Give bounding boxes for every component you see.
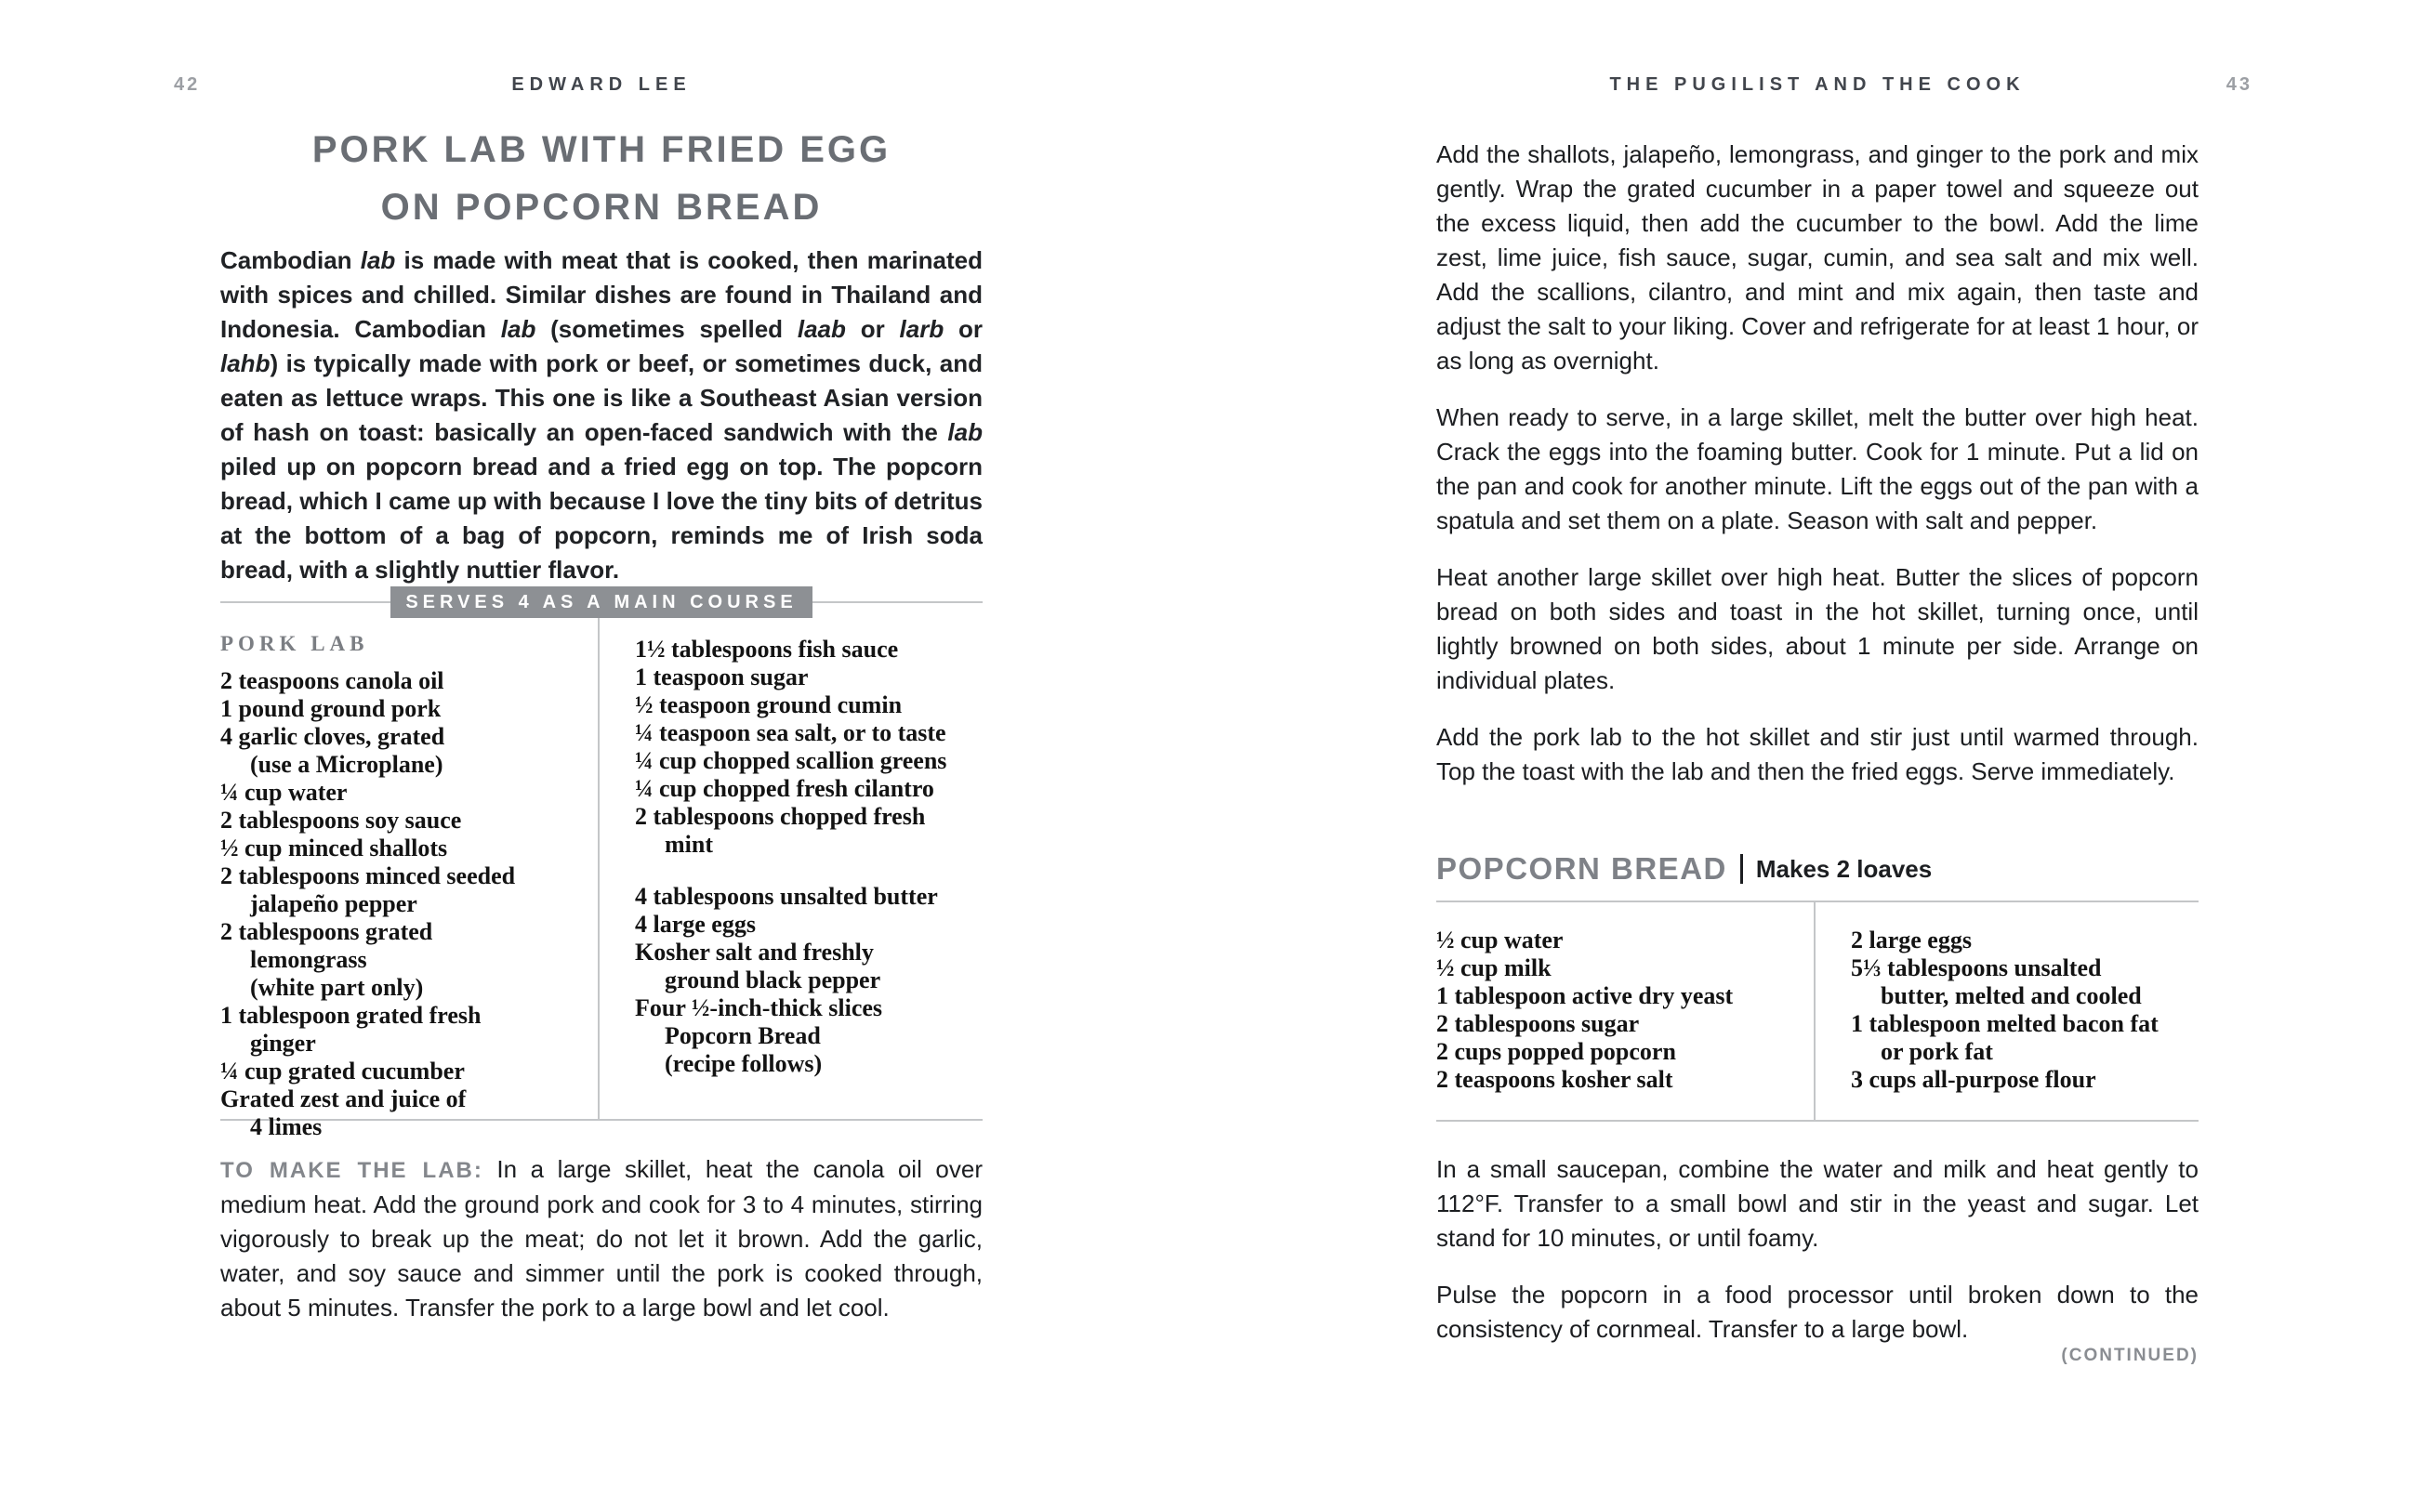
subrecipe-title: POPCORN BREAD xyxy=(1436,851,1727,886)
method-text: In a large skillet, heat the canola oil over medium heat. Add the ground pork and cook for 3 to 4 minutes, stirring vigorously to break up the meat; do not let it brown. Add the garlic, water, and soy sauce and simmer until the pork is cooked through, about 5 minutes. Transfer the pork to a large bowl and let cool. xyxy=(220,1155,983,1321)
bread-column-divider xyxy=(1814,902,1816,1120)
ingredient-item xyxy=(220,807,592,835)
ingredient-line: ½ cup milk xyxy=(1436,954,1552,981)
ingredient-item xyxy=(1436,927,1808,954)
paragraph: Add the shallots, jalapeño, lemongrass, and ginger to the pork and mix gently. Wrap the grated cucumber in a paper towel and squeeze out the excess liquid, then add the cucumber to the bowl. Add the lime zest, lime juice, fish sauce, sugar, cumin, and sea salt and mix well. Add the scallions, cilantro, and mint and mix again, then taste and adjust the salt to your liking. Cover and refrigerate for at least 1 hour, or as long as overnight. xyxy=(1436,140,2199,375)
method-paragraphs-top xyxy=(1436,138,2199,811)
ingredient-line: 2 teaspoons canola oil xyxy=(220,667,444,694)
ingredient-line: 2 large eggs xyxy=(1851,927,1972,953)
ingredient-line: 2 tablespoons sugar xyxy=(1436,1010,1640,1037)
ingredient-line: 3 cups all-purpose flour xyxy=(1851,1066,2096,1093)
ingredients-popcorn-bread xyxy=(1436,901,2199,1122)
ingredient-item xyxy=(220,1085,592,1141)
ingredients-pork-lab xyxy=(220,617,983,1140)
ingredient-item xyxy=(635,664,983,691)
italic-term: laab xyxy=(797,315,846,343)
ingredient-continuation-line: ground black pepper xyxy=(665,966,881,993)
ingredient-line: 2 tablespoons soy sauce xyxy=(220,807,462,834)
ingredient-line: ¼ teaspoon sea salt, or to taste xyxy=(635,719,946,746)
ingredient-line: ¼ cup grated cucumber xyxy=(220,1058,465,1085)
ingredient-line: 1 tablespoon active dry yeast xyxy=(1436,982,1734,1009)
italic-term: larb xyxy=(899,315,944,343)
ingredients-col1 xyxy=(220,617,592,1140)
ingredients-col2 xyxy=(635,617,983,1119)
bread-col1 xyxy=(1436,902,1808,1120)
ingredient-item xyxy=(635,939,983,994)
ingredient-item xyxy=(1851,954,2199,1010)
ingredient-line: 4 garlic cloves, grated xyxy=(220,723,445,750)
text-run: ) is typically made with pork or beef, or sometimes duck, and eaten as lettuce wraps. This one is like a Southeast Asian version of hash on toast: basically an open-faced sandwich with the xyxy=(220,349,983,446)
ingredient-item xyxy=(635,994,983,1078)
ingredient-item xyxy=(220,862,592,918)
ingredient-item xyxy=(1436,1038,1808,1066)
ingredient-item xyxy=(220,918,592,1002)
serves-row xyxy=(220,585,983,619)
paragraph: Pulse the popcorn in a food processor until broken down to the consistency of cornmeal. Transfer to a large bowl. xyxy=(1436,1281,2199,1343)
ingredients-col1-list xyxy=(220,667,592,1141)
intro-paragraph xyxy=(220,243,983,587)
ingredient-continuation-line: butter, melted and cooled xyxy=(1881,982,2142,1009)
subrecipe-yield: Makes 2 loaves xyxy=(1755,854,1933,883)
ingredient-item xyxy=(1436,1066,1808,1094)
ingredient-item xyxy=(635,691,983,719)
recipe-title-line2: ON POPCORN BREAD xyxy=(380,187,823,228)
running-header-right: THE PUGILIST AND THE COOK xyxy=(1609,74,2026,95)
text-run: or xyxy=(845,315,900,343)
page-number-left: 42 xyxy=(174,74,201,95)
ingredient-item xyxy=(635,803,983,859)
ingredient-continuation-line: lemongrass xyxy=(250,946,367,973)
italic-term: lab xyxy=(947,418,983,446)
page-number-right: 43 xyxy=(2225,74,2252,95)
continued-marker: (CONTINUED) xyxy=(2061,1346,2199,1365)
text-run: (sometimes spelled xyxy=(535,315,798,343)
ingredient-item xyxy=(1851,1010,2199,1066)
paragraph: Add the pork lab to the hot skillet and stir just until warmed through. Top the toast with the lab and then the fried eggs. Serve immediately. xyxy=(1436,723,2199,785)
paragraph: When ready to serve, in a large skillet, melt the butter over high heat. Crack the eggs into the foaming butter. Cook for 1 minute. Put a lid on the pan and cook for another minute. Lift the eggs out of the pan with a spatula and set them on a plate. Season with salt and pepper. xyxy=(1436,403,2199,534)
text-run: Cambodian xyxy=(220,246,361,274)
subrecipe-separator-bar xyxy=(1740,854,1743,884)
ingredient-item xyxy=(1851,1066,2199,1094)
ingredient-continuation-line: (white part only) xyxy=(250,974,424,1001)
recipe-title-line1: PORK LAB WITH FRIED EGG xyxy=(311,129,892,170)
ingredient-line: ½ cup minced shallots xyxy=(220,835,448,861)
ingredient-line: 1 tablespoon melted bacon fat xyxy=(1851,1010,2159,1037)
ingredient-item xyxy=(1851,927,2199,954)
serves-badge: SERVES 4 AS A MAIN COURSE xyxy=(390,586,812,618)
ingredient-line: 1 tablespoon grated fresh xyxy=(220,1002,482,1029)
italic-term: lab xyxy=(500,315,536,343)
text-run: is made with meat that is cooked, then marinated with spices and chilled. Similar dishes are found in Thailand and Indonesia. Cambodian xyxy=(220,246,983,343)
ingredient-continuation-line: 4 limes xyxy=(250,1113,323,1140)
ingredient-item xyxy=(220,779,592,807)
ingredient-line: 2 tablespoons grated xyxy=(220,918,433,945)
italic-term: lahb xyxy=(220,349,271,377)
ingredient-line: 2 tablespoons minced seeded xyxy=(220,862,516,889)
ingredient-line: Four ½-inch-thick slices xyxy=(635,994,883,1021)
method-lead-in: TO MAKE THE LAB: xyxy=(220,1158,483,1183)
ingredient-item xyxy=(1436,1010,1808,1038)
ingredient-line: 4 tablespoons unsalted butter xyxy=(635,883,938,910)
ingredient-item xyxy=(1436,954,1808,982)
ingredient-item xyxy=(220,723,592,779)
ingredient-line: 1 teaspoon sugar xyxy=(635,664,809,690)
bread-col2 xyxy=(1851,902,2199,1120)
ingredient-line: 5⅓ tablespoons unsalted xyxy=(1851,954,2102,981)
paragraph: Heat another large skillet over high heat. Butter the slices of popcorn bread on both sides and toast in the hot skillet, turning once, until lightly browned on both sides, about 1 minute per side. Arrange on individual plates. xyxy=(1436,563,2199,694)
text-run: or xyxy=(944,315,984,343)
ingredient-continuation-line: Popcorn Bread xyxy=(665,1022,821,1049)
ingredient-line: Grated zest and juice of xyxy=(220,1085,467,1112)
ingredient-item xyxy=(635,883,983,911)
ingredient-continuation-line: mint xyxy=(665,831,713,858)
ingredient-line: 2 cups popped popcorn xyxy=(1436,1038,1676,1065)
ingredient-item xyxy=(220,1002,592,1058)
ingredient-continuation-line: ginger xyxy=(250,1030,316,1057)
ingredients-section-label: PORK LAB xyxy=(220,632,369,655)
method-paragraph xyxy=(220,1152,983,1325)
ingredient-item xyxy=(220,1058,592,1085)
page-right xyxy=(1436,0,2252,1512)
ingredient-item xyxy=(220,667,592,695)
ingredient-continuation-line: jalapeño pepper xyxy=(250,890,417,917)
ingredient-item xyxy=(635,719,983,747)
ingredient-item xyxy=(635,911,983,939)
paragraph: In a small saucepan, combine the water and milk and heat gently to 112°F. Transfer to a small bowl and stir in the yeast and sugar. Let stand for 10 minutes, or until foamy. xyxy=(1436,1155,2199,1252)
ingredient-line: 1½ tablespoons fish sauce xyxy=(635,636,899,663)
ingredient-line: 1 pound ground pork xyxy=(220,695,442,722)
ingredient-continuation-line: or pork fat xyxy=(1881,1038,1993,1065)
ingredient-line: ¼ cup chopped fresh cilantro xyxy=(635,775,934,802)
page-left xyxy=(174,0,984,1512)
ingredient-line: Kosher salt and freshly xyxy=(635,939,874,966)
ingredient-line: ½ teaspoon ground cumin xyxy=(635,691,903,718)
ingredient-item xyxy=(635,747,983,775)
ingredient-line: ½ cup water xyxy=(1436,927,1564,953)
recipe-title xyxy=(183,121,1020,236)
ingredient-item xyxy=(1436,982,1808,1010)
ingredient-continuation-line: (use a Microplane) xyxy=(250,751,443,778)
subrecipe-heading xyxy=(1436,851,2199,887)
italic-term: lab xyxy=(360,246,396,274)
ingredient-item xyxy=(635,775,983,803)
method-paragraphs-bottom xyxy=(1436,1152,2199,1369)
ingredients-column-divider xyxy=(598,617,600,1119)
ingredient-continuation-line: (recipe follows) xyxy=(665,1050,823,1077)
text-run: piled up on popcorn bread and a fried egg on top. The popcorn bread, which I came up with because I love the tiny bits of detritus at the bottom of a bag of popcorn, reminds me of Irish soda bread, with a slightly nuttier flavor. xyxy=(220,453,983,584)
ingredient-line: ¼ cup water xyxy=(220,779,348,806)
ingredient-line: ¼ cup chopped scallion greens xyxy=(635,747,947,774)
ingredient-item xyxy=(220,695,592,723)
ingredient-item xyxy=(220,835,592,862)
ingredient-line: 2 tablespoons chopped fresh xyxy=(635,803,926,830)
ingredient-line: 2 teaspoons kosher salt xyxy=(1436,1066,1673,1093)
ingredient-item xyxy=(635,636,983,664)
running-header-left: EDWARD LEE xyxy=(511,74,692,95)
ingredient-line: 4 large eggs xyxy=(635,911,756,938)
